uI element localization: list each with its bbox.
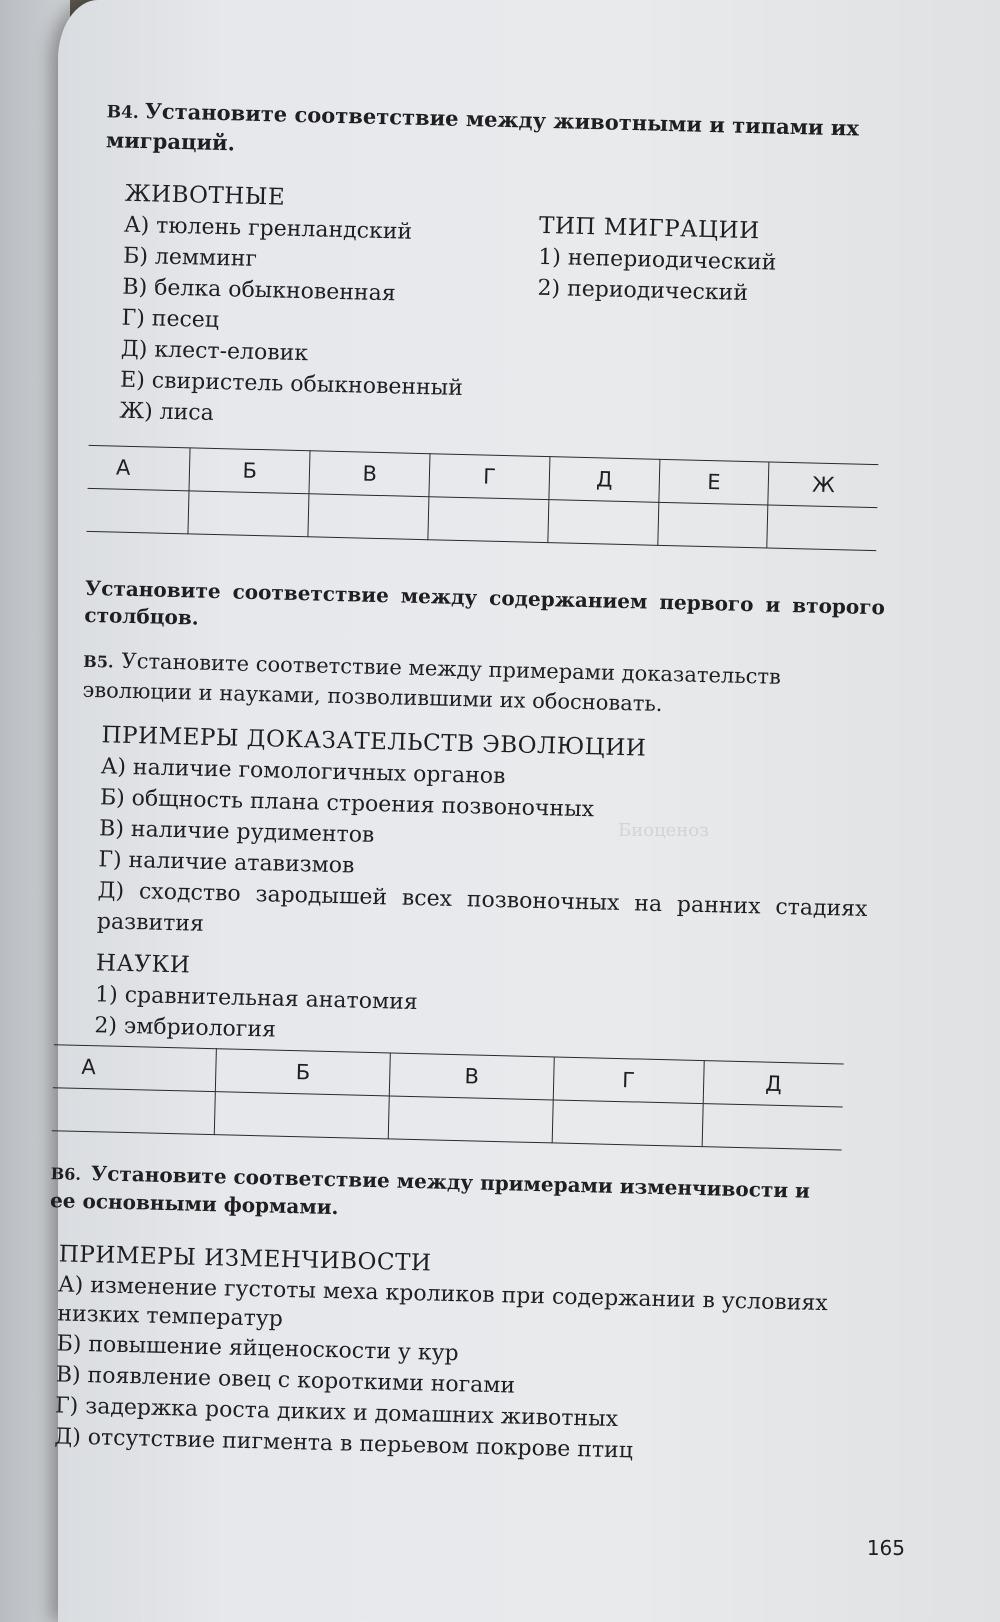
- list-item: 2) периодический: [537, 275, 749, 306]
- list-item: Г) песец: [121, 305, 220, 334]
- table-header-cell: Ж: [768, 462, 878, 508]
- table-header-cell: Д: [549, 457, 660, 503]
- list-item: В) наличие рудиментов: [98, 816, 375, 848]
- list-item: Б) повышение яйценоскости у кур: [56, 1331, 459, 1367]
- migration-type-column: [537, 211, 869, 312]
- list-item: А) изменение густоты меха кроликов при содержании в условиях низких температур: [57, 1272, 828, 1332]
- instruction: [84, 575, 885, 649]
- table-header-cell: Е: [659, 459, 770, 505]
- column-heading: НАУКИ: [95, 950, 191, 979]
- list-item: А) тюлень гренландский: [123, 212, 413, 245]
- question-text: Установите соответствие между примерами доказательств эволюции и науками, позволившими их обосновать.: [82, 648, 782, 716]
- answer-table-b5: [52, 1044, 844, 1150]
- list-item: Е) свиристель обыкновенный: [119, 367, 464, 402]
- table-header-cell: Д: [703, 1061, 844, 1107]
- list-item: Г) задержка роста диких и домашних животных: [54, 1393, 619, 1433]
- list-item: Б) лемминг: [122, 243, 258, 272]
- show-through-text: Биоценоз: [618, 820, 709, 841]
- book-page: [49, 0, 1000, 1622]
- list-item: Г) наличие атавизмов: [98, 847, 355, 879]
- question-b5: [82, 646, 873, 723]
- question-text: Установите соответствие между животными и типами их миграций.: [105, 98, 860, 156]
- column-heading: ТИП МИГРАЦИИ: [538, 212, 761, 245]
- variability-column: [54, 1239, 839, 1471]
- table-header-cell: А: [53, 1045, 217, 1092]
- column-heading: ПРИМЕРЫ ИЗМЕНЧИВОСТИ: [58, 1241, 432, 1277]
- answer-cell[interactable]: [308, 494, 429, 540]
- column-heading: ПРИМЕРЫ ДОКАЗАТЕЛЬСТВ ЭВОЛЮЦИИ: [101, 722, 647, 762]
- answer-cell[interactable]: [767, 505, 877, 551]
- list-item: В) появление овец с короткими ногами: [55, 1362, 516, 1399]
- answer-cell[interactable]: [552, 1100, 703, 1147]
- table-header-cell: Б: [216, 1049, 391, 1096]
- animals-column: [119, 179, 545, 437]
- answer-table-b4: [86, 445, 878, 551]
- table-header-cell: В: [309, 451, 430, 497]
- list-item: Ж) лиса: [119, 398, 215, 426]
- table-header-cell: А: [88, 445, 191, 490]
- sciences-column: [94, 948, 596, 1053]
- list-item: Д) сходство зародышей всех позвоночных на ранних стадиях развития: [96, 878, 868, 937]
- list-item: 1) непериодический: [538, 244, 777, 276]
- table-header-cell: Б: [189, 448, 310, 494]
- table-header-cell: Г: [553, 1057, 704, 1104]
- column-heading: ЖИВОТНЫЕ: [124, 180, 286, 211]
- evidence-column: [97, 720, 872, 956]
- answer-cell[interactable]: [428, 497, 549, 543]
- answer-cell[interactable]: [188, 491, 309, 537]
- list-item: В) белка обыкновенная: [122, 274, 396, 307]
- question-text: Установите соответствие между примерами изменчивости и ее основными формами.: [49, 1161, 811, 1220]
- answer-cell[interactable]: [702, 1104, 843, 1150]
- instruction-text: Установите соответствие между содержанием первого и второго столбцов.: [84, 575, 886, 630]
- answer-cell[interactable]: [52, 1088, 216, 1135]
- list-item: 1) сравнительная анатомия: [94, 982, 418, 1016]
- list-item: Б) общность плана строения позвоночных: [99, 785, 595, 823]
- list-item: 2) эмбриология: [94, 1013, 277, 1043]
- table-header-cell: Г: [429, 454, 550, 500]
- answer-cell[interactable]: [215, 1092, 390, 1139]
- answer-cell[interactable]: [548, 500, 659, 546]
- list-item: Д) отсутствие пигмента в перьевом покрове птиц: [54, 1424, 634, 1464]
- table-header-cell: В: [389, 1053, 554, 1100]
- answer-cell[interactable]: [86, 488, 189, 533]
- question-b6: [50, 1159, 841, 1233]
- answer-cell[interactable]: [388, 1096, 553, 1143]
- question-number: В6.: [50, 1164, 82, 1184]
- list-item: Д) клест-еловик: [120, 336, 309, 367]
- page-number: 165: [866, 1536, 905, 1560]
- question-number: В4.: [106, 102, 140, 124]
- question-number: В5.: [83, 651, 114, 672]
- list-item: А) наличие гомологичных органов: [100, 754, 506, 790]
- answer-cell[interactable]: [658, 502, 769, 548]
- question-b4: [106, 96, 927, 173]
